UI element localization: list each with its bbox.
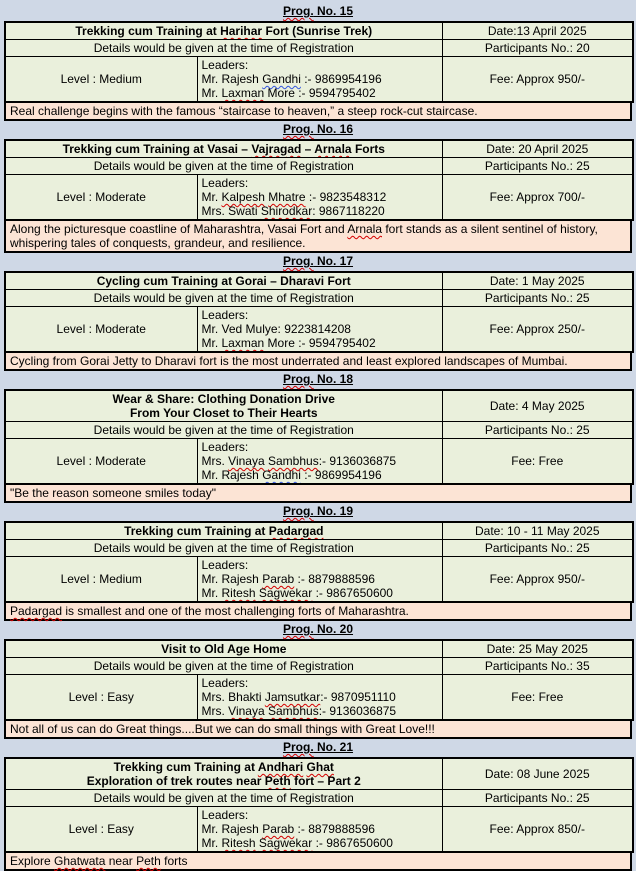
details-cell: Details would be given at the time of Registration	[5, 658, 442, 675]
leader-2: Mrs. Swati Shirodkar: 9867118220	[201, 204, 385, 218]
date-cell: Date: 20 April 2025	[442, 140, 633, 158]
table-row	[5, 140, 633, 158]
program-section	[4, 622, 632, 739]
leader-1: Mr. Rajesh Parab :- 8879888596	[201, 572, 375, 586]
table-row	[5, 640, 633, 658]
program-section	[4, 254, 632, 371]
program-description: Along the picturesque coastline of Maharashtra, Vasai Fort and Arnala fort stands as a silent sentinel of history, whispering tales of conquests, grandeur, and resilience.	[4, 219, 632, 253]
program-heading: Prog. No. 16	[282, 122, 354, 136]
program-title-line1: Trekking cum Training at Andhari Ghat	[113, 760, 334, 774]
date-cell: Date:13 April 2025	[442, 22, 633, 40]
program-table	[4, 521, 634, 603]
table-row	[5, 758, 633, 790]
fee-cell: Fee: Approx 950/-	[442, 557, 633, 603]
program-heading: Prog. No. 18	[282, 372, 354, 386]
table-row	[5, 540, 633, 557]
program-title-cell	[5, 758, 442, 790]
leader-2: Mr. Ritesh Sagwekar :- 9867650600	[201, 586, 393, 600]
level-cell: Level : Moderate	[5, 439, 197, 485]
program-table	[4, 21, 634, 103]
participants-cell: Participants No.: 25	[442, 158, 633, 175]
participants-cell: Participants No.: 20	[442, 40, 633, 57]
leaders-label: Leaders:	[201, 808, 249, 822]
table-row	[5, 675, 633, 721]
leaders-label: Leaders:	[201, 558, 249, 572]
fee-cell: Fee: Approx 700/-	[442, 175, 633, 221]
program-table	[4, 139, 634, 221]
level-cell: Level : Easy	[5, 675, 197, 721]
leaders-cell	[197, 557, 442, 603]
leaders-cell	[197, 57, 442, 103]
program-table	[4, 389, 634, 485]
table-row	[5, 422, 633, 439]
program-heading: Prog. No. 20	[282, 622, 354, 636]
table-row	[5, 557, 633, 603]
program-section	[4, 504, 632, 621]
leader-1: Mr. Rajesh Parab :- 8879888596	[201, 822, 375, 836]
table-row	[5, 658, 633, 675]
program-title-line1: Cycling cum Training at Gorai – Dharavi Fort	[96, 274, 351, 288]
leader-1: Mrs. Vinaya Sambhus:- 9136036875	[201, 454, 397, 468]
participants-cell: Participants No.: 35	[442, 658, 633, 675]
program-table	[4, 757, 634, 853]
fee-cell: Fee: Free	[442, 439, 633, 485]
program-table	[4, 271, 634, 353]
leaders-cell	[197, 675, 442, 721]
program-title-line1: Wear & Share: Clothing Donation Drive	[112, 392, 335, 406]
program-heading: Prog. No. 15	[282, 4, 354, 18]
table-row	[5, 807, 633, 853]
table-row	[5, 307, 633, 353]
table-row	[5, 522, 633, 540]
level-cell: Level : Moderate	[5, 307, 197, 353]
participants-cell: Participants No.: 25	[442, 540, 633, 557]
table-row	[5, 272, 633, 290]
leaders-label: Leaders:	[201, 176, 249, 190]
leaders-cell	[197, 175, 442, 221]
leader-1: Mrs. Bhakti Jamsutkar:- 9870951110	[201, 690, 396, 704]
program-description: Explore Ghatwata near Peth forts	[4, 851, 632, 871]
participants-cell: Participants No.: 25	[442, 290, 633, 307]
program-title-line1: Trekking cum Training at Harihar Fort (Sunrise Trek)	[75, 24, 373, 38]
leader-2: Mr. Laxman More :- 9594795402	[201, 336, 376, 350]
leaders-label: Leaders:	[201, 58, 249, 72]
table-row	[5, 57, 633, 103]
details-cell: Details would be given at the time of Registration	[5, 40, 442, 57]
table-row	[5, 439, 633, 485]
program-description: Not all of us can do Great things....But we can do small things with Great Love!!!	[4, 719, 632, 739]
leader-1: Mr. Rajesh Gandhi :- 9869954196	[201, 72, 382, 86]
program-heading: Prog. No. 19	[282, 504, 354, 518]
program-description: Padargad is smallest and one of the most challenging forts of Maharashtra.	[4, 601, 632, 621]
program-title-line1: Trekking cum Training at Vasai – Vajragad – Arnala Forts	[62, 142, 385, 156]
details-cell: Details would be given at the time of Registration	[5, 290, 442, 307]
level-cell: Level : Medium	[5, 557, 197, 603]
leaders-label: Leaders:	[201, 308, 249, 322]
leaders-cell	[197, 307, 442, 353]
leader-2: Mrs. Vinaya Sambhus:- 9136036875	[201, 704, 397, 718]
program-table	[4, 639, 634, 721]
fee-cell: Fee: Approx 850/-	[442, 807, 633, 853]
program-heading: Prog. No. 21	[282, 740, 354, 754]
program-title-cell	[5, 272, 442, 290]
participants-cell: Participants No.: 25	[442, 422, 633, 439]
program-section	[4, 740, 632, 871]
table-row	[5, 290, 633, 307]
leader-2: Mr. Rajesh Gandhi :- 9869954196	[201, 468, 382, 482]
details-cell: Details would be given at the time of Registration	[5, 158, 442, 175]
leader-2: Mr. Ritesh Sagwekar :- 9867650600	[201, 836, 393, 850]
leaders-label: Leaders:	[201, 676, 249, 690]
program-title-line1: Trekking cum Training at Padargad	[124, 524, 324, 538]
table-row	[5, 40, 633, 57]
date-cell: Date: 25 May 2025	[442, 640, 633, 658]
program-title-line2: Exploration of trek routes near Peth fort – Part 2	[86, 774, 361, 788]
leaders-cell	[197, 439, 442, 485]
date-cell: Date: 4 May 2025	[442, 390, 633, 422]
details-cell: Details would be given at the time of Registration	[5, 540, 442, 557]
program-description: Cycling from Gorai Jetty to Dharavi fort is the most underrated and least explored landscapes of Mumbai.	[4, 351, 632, 371]
program-title-cell	[5, 522, 442, 540]
level-cell: Level : Easy	[5, 807, 197, 853]
program-description: "Be the reason someone smiles today"	[4, 483, 632, 503]
leader-1: Mr. Kalpesh Mhatre :- 9823548312	[201, 190, 387, 204]
level-cell: Level : Moderate	[5, 175, 197, 221]
leaders-cell	[197, 807, 442, 853]
table-row	[5, 22, 633, 40]
date-cell: Date: 10 - 11 May 2025	[442, 522, 633, 540]
level-cell: Level : Medium	[5, 57, 197, 103]
program-title-cell	[5, 390, 442, 422]
program-title-cell	[5, 22, 442, 40]
program-section	[4, 4, 632, 121]
program-section	[4, 372, 632, 503]
fee-cell: Fee: Approx 950/-	[442, 57, 633, 103]
table-row	[5, 158, 633, 175]
program-title-line2: From Your Closet to Their Hearts	[129, 406, 318, 420]
program-heading: Prog. No. 17	[282, 254, 354, 268]
program-section	[4, 122, 632, 253]
table-row	[5, 790, 633, 807]
participants-cell: Participants No.: 25	[442, 790, 633, 807]
table-row	[5, 390, 633, 422]
leaders-label: Leaders:	[201, 440, 249, 454]
date-cell: Date: 1 May 2025	[442, 272, 633, 290]
leader-2: Mr. Laxman More :- 9594795402	[201, 86, 376, 100]
leader-1: Mr. Ved Mulye: 9223814208	[201, 322, 351, 336]
program-description: Real challenge begins with the famous “staircase to heaven,” a steep rock-cut staircase.	[4, 101, 632, 121]
date-cell: Date: 08 June 2025	[442, 758, 633, 790]
program-title-line1: Visit to Old Age Home	[161, 642, 287, 656]
program-title-cell	[5, 140, 442, 158]
program-title-cell	[5, 640, 442, 658]
fee-cell: Fee: Free	[442, 675, 633, 721]
details-cell: Details would be given at the time of Registration	[5, 790, 442, 807]
fee-cell: Fee: Approx 250/-	[442, 307, 633, 353]
details-cell: Details would be given at the time of Registration	[5, 422, 442, 439]
table-row	[5, 175, 633, 221]
